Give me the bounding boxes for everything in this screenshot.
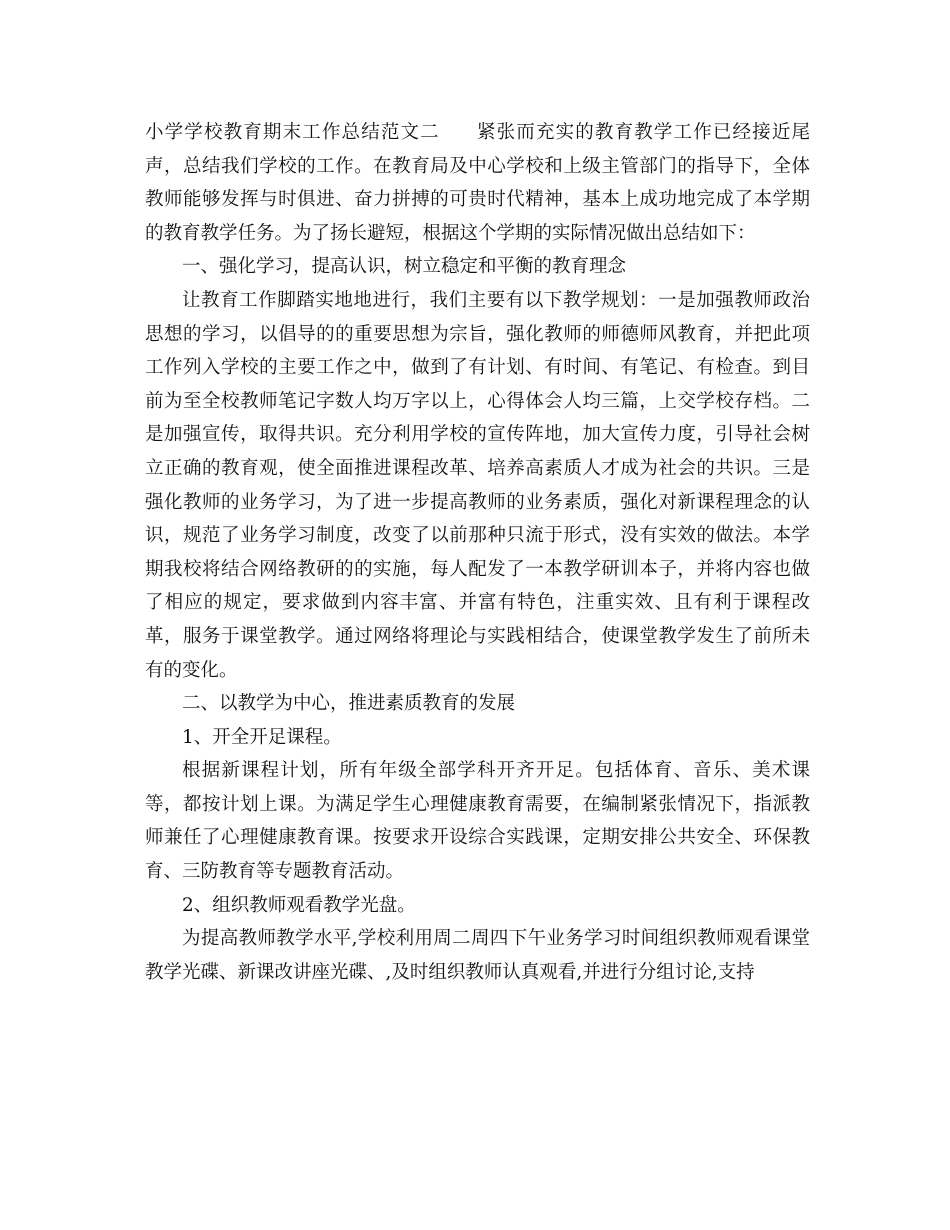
- document-title: 小学学校教育期末工作总结范文二: [145, 122, 440, 143]
- document-body: [145, 116, 810, 989]
- section-heading-2: 二、以教学为中心，推进素质教育的发展: [182, 693, 516, 715]
- intro-text: 紧张而充实的教育教学工作已经接近尾声，总结我们学校的工作。在教育局及中心学校和上级主管部门的指导下，全体教师能够发挥与时俱进、奋力拼搏的可贵时代精神，基本上成功地完成了本学期的教育教学任务。为了扬长避短，根据这个学期的实际情况做出总结如下：: [145, 122, 810, 244]
- section-heading-1: 一、强化学习，提高认识，树立稳定和平衡的教育理念: [182, 256, 627, 278]
- subsection-1-paragraph: 根据新课程计划，所有年级全部学科开齐开足。包括体育、音乐、美术课等，都按计划上课。为满足学生心理健康教育需要，在编制紧张情况下，指派教师兼任了心理健康教育课。按要求开设综合实践课，定期安排公共安全、环保教育、三防教育等专题教育活动。: [145, 760, 810, 883]
- subsection-heading-2: 2、组织教师观看教学光盘。: [182, 894, 416, 916]
- subsection-heading-1: 1、开全开足课程。: [182, 726, 342, 748]
- subsection-2-paragraph: 为提高教师教学水平,学校利用周二周四下午业务学习时间组织教师观看课堂教学光碟、新课改讲座光碟、,及时组织教师认真观看,并进行分组讨论,支持: [145, 928, 810, 983]
- opening-paragraph: [145, 116, 810, 250]
- section-1-paragraph: 让教育工作脚踏实地地进行，我们主要有以下教学规划：一是加强教师政治思想的学习，以倡导的的重要思想为宗旨，强化教师的师德师风教育，并把此项工作列入学校的主要工作之中，做到了有计划、有时间、有笔记、有检查。到目前为至全校教师笔记字数人均万字以上，心得体会人均三篇，上交学校存档。二是加强宣传，取得共识。充分利用学校的宣传阵地，加大宣传力度，引导社会树立正确的教育观，使全面推进课程改革、培养高素质人才成为社会的共识。三是强化教师的业务学习，为了进一步提高教师的业务素质，强化对新课程理念的认识，规范了业务学习制度，改变了以前那种只流于形式，没有实效的做法。本学期我校将结合网络教研的的实施，每人配发了一本教学研训本子，并将内容也做了相应的规定，要求做到内容丰富、并富有特色，注重实效、且有利于课程改革，服务于课堂教学。通过网络将理论与实践相结合，使课堂教学发生了前所未有的变化。: [145, 289, 810, 681]
